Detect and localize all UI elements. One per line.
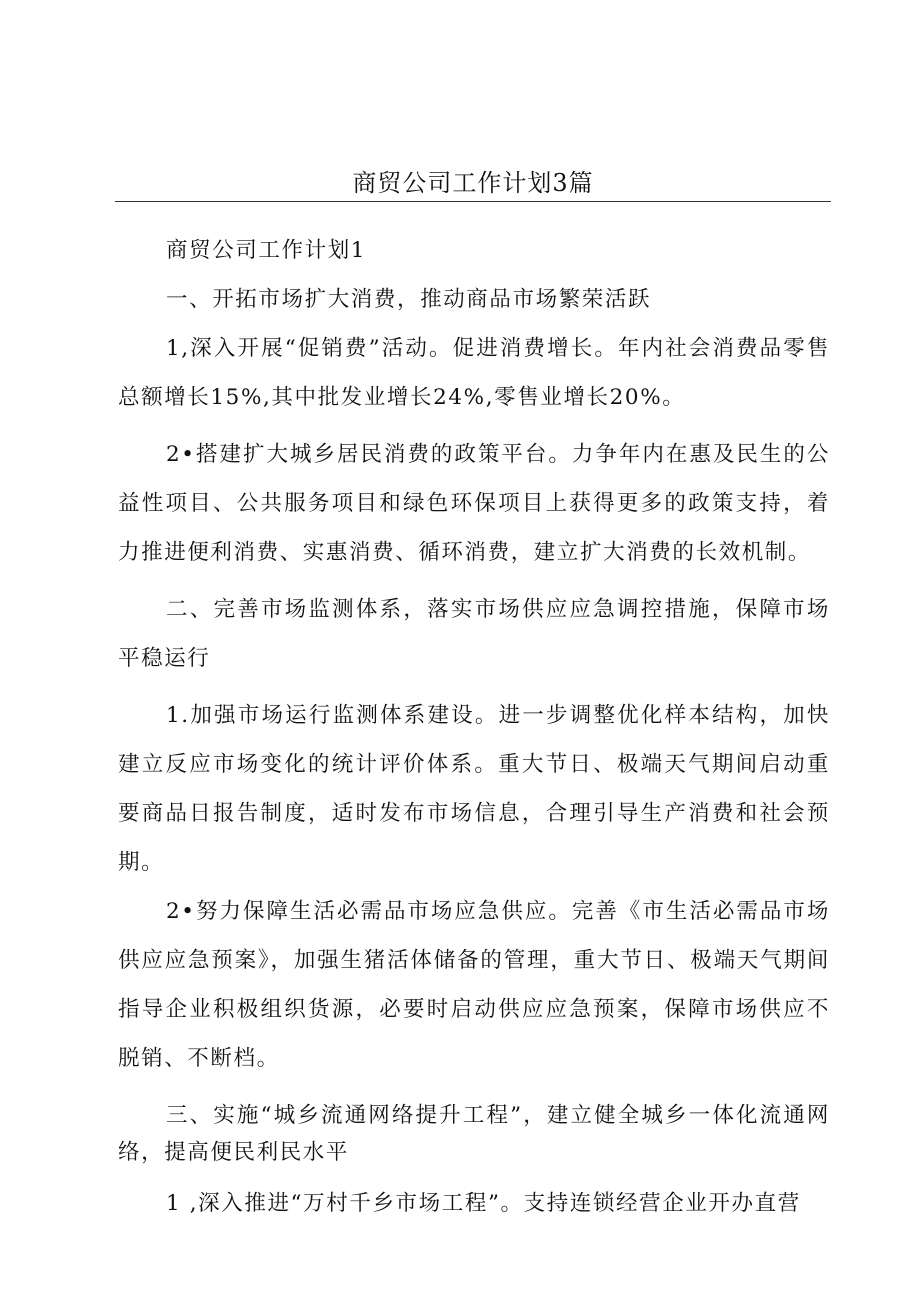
section-heading-1: 一、开拓市场扩大消费，推动商品市场繁荣活跃 <box>166 287 652 312</box>
document-body <box>118 226 830 1228</box>
title-divider <box>115 201 831 202</box>
paragraph-2-2: 2•努力保障生活必需品市场应急供应。完善《市生活必需品市场供应应急预案》，加强生猪活体储备的管理，重大节日、极端天气期间指导企业积极组织货源，必要时启动供应应急预案，保障市场供应不脱销、不断档。 <box>118 899 830 1071</box>
paragraph-1-2: 2•搭建扩大城乡居民消费的政策平台。力争年内在惠及民生的公益性项目、公共服务项目和绿色环保项目上获得更多的政策支持，着力推进便利消费、实惠消费、循环消费，建立扩大消费的长效机制。 <box>118 442 830 565</box>
paragraph-1-1: 1,深入开展“促销费”活动。促进消费增长。年内社会消费品零售总额增长15%,其中批发业增长24%,零售业增长20%。 <box>118 336 830 410</box>
document-title: 商贸公司工作计划3篇 <box>352 169 594 197</box>
section-heading-3: 三、实施“城乡流通网络提升工程”，建立健全城乡一体化流通网络，提高便民利民水平 <box>118 1103 830 1165</box>
subtitle-plan-1: 商贸公司工作计划1 <box>166 238 367 263</box>
paragraph-2-1: 1.加强市场运行监测体系建设。进一步调整优化样本结构，加快建立反应市场变化的统计评价体系。重大节日、极端天气期间启动重要商品日报告制度，适时发布市场信息，合理引导生产消费和社会预期。 <box>118 703 830 875</box>
section-heading-2: 二、完善市场监测体系，落实市场供应应急调控措施，保障市场平稳运行 <box>118 597 830 671</box>
paragraph-3-1: 1 ,深入推进“万村千乡市场工程”。支持连锁经营企业开办直营 <box>166 1191 801 1216</box>
